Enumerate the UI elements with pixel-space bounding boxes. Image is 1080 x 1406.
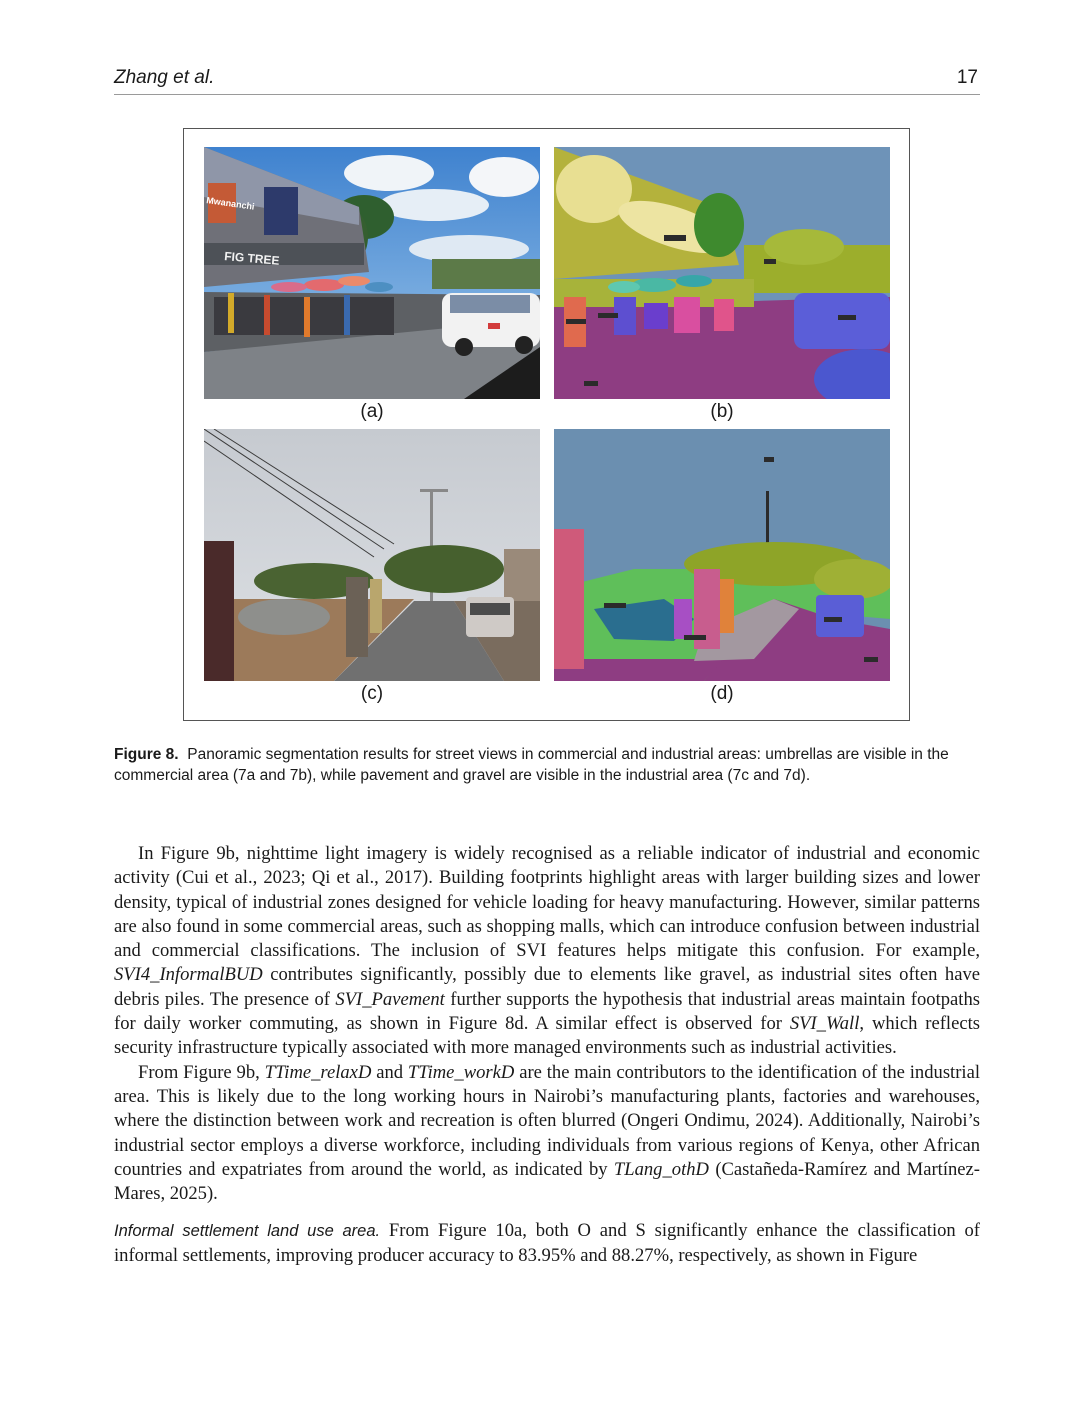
figure-8 bbox=[183, 128, 910, 721]
photo-a-sign-brand: Mwananchi bbox=[205, 195, 256, 212]
paragraph-1-text-3: further supports the hypothesis that industrial areas maintain footpaths for daily worker commuting, as shown in Figure 8d. A similar effect is observed for bbox=[114, 988, 981, 1035]
photo-c-industrial-street bbox=[204, 429, 540, 681]
page-number: 17 bbox=[956, 67, 978, 88]
panel-label-a: (a) bbox=[360, 401, 384, 422]
variable-svi-pavement: SVI_Pavement bbox=[335, 988, 445, 1010]
running-header-author: Zhang et al. bbox=[114, 67, 215, 88]
paragraph-2-text-3: are the main contributors to the identification of the industrial area. This is likely due to the long working hours in Nairobi’s manufacturing plants, factories and warehouses, where the distinction between work and recreation is often blurred (Ongeri Ondimu, 2024). Additionally, Nairobi’s industrial sector employs a diverse workforce, including individuals from various regions of Kenya, other African countries and expatriates from around the world, as indicated by bbox=[114, 1061, 980, 1180]
figure-caption bbox=[114, 744, 980, 786]
variable-tlang-othd: TLang_othD bbox=[613, 1158, 709, 1180]
paragraph-1-text-2: contributes significantly, possibly due to elements like gravel, as industrial sites often have debris piles. The presence of bbox=[114, 964, 980, 1010]
figure-caption-label: Figure 8. bbox=[114, 746, 179, 763]
body-text bbox=[114, 842, 980, 1268]
variable-ttime-workd: TTime_workD bbox=[407, 1061, 515, 1083]
paragraph-2-text-1: From Figure 9b, bbox=[138, 1061, 265, 1083]
paragraph-3-text-1: From Figure 10a, both O and S significantly enhance the classification of informal settlements, improving producer accuracy to 83.95% and 88.27%, respectively, as shown in Figure bbox=[114, 1220, 980, 1266]
variable-svi-wall: SVI_Wall bbox=[789, 1013, 860, 1035]
paragraph-1 bbox=[114, 842, 980, 1061]
variable-svi4-informalbud: SVI4_InformalBUD bbox=[114, 964, 263, 986]
figure-caption-text: Panoramic segmentation results for street views in commercial and industrial areas: umbrellas are visible in the commercial area (7a and 7b), while pavement and gravel are visible in the industrial area (7c and 7d). bbox=[114, 746, 949, 784]
panel-label-b: (b) bbox=[710, 401, 734, 422]
running-header bbox=[114, 64, 980, 95]
paragraph-1-text-1: In Figure 9b, nighttime light imagery is widely recognised as a reliable indicator of industrial and economic activity (Cui et al., 2023; Qi et al., 2017). Building footprints highlight areas with larger building sizes and lower density, typical of industrial zones designed for vehicle loading for heavy manufacturing. However, similar patterns are also found in some commercial areas, such as shopping malls, which can introduce confusion between industrial and commercial classifications. The inclusion of SVI features helps mitigate this confusion. For example, bbox=[114, 843, 980, 962]
paragraph-2 bbox=[114, 1061, 980, 1207]
variable-ttime-relaxd: TTime_relaxD bbox=[264, 1061, 372, 1083]
segmentation-d-industrial-street bbox=[554, 429, 890, 681]
segmentation-b-commercial-street bbox=[554, 147, 890, 399]
paragraph-3 bbox=[114, 1219, 980, 1268]
panel-label-c: (c) bbox=[360, 683, 384, 704]
paragraph-1-text-4: , which reflects security infrastructure typically associated with more managed environments such as industrial activities. bbox=[114, 1013, 980, 1059]
panel-label-d: (d) bbox=[710, 683, 734, 704]
photo-a-sign-street: FIG TREE bbox=[223, 249, 281, 268]
section-runin-heading: Informal settlement land use area. bbox=[114, 1222, 381, 1241]
paragraph-2-text-4: (Castañeda-Ramírez and Martínez-Mares, 2025). bbox=[114, 1158, 980, 1205]
photo-a-commercial-street bbox=[204, 147, 540, 399]
paragraph-2-text-2: and bbox=[371, 1061, 408, 1083]
